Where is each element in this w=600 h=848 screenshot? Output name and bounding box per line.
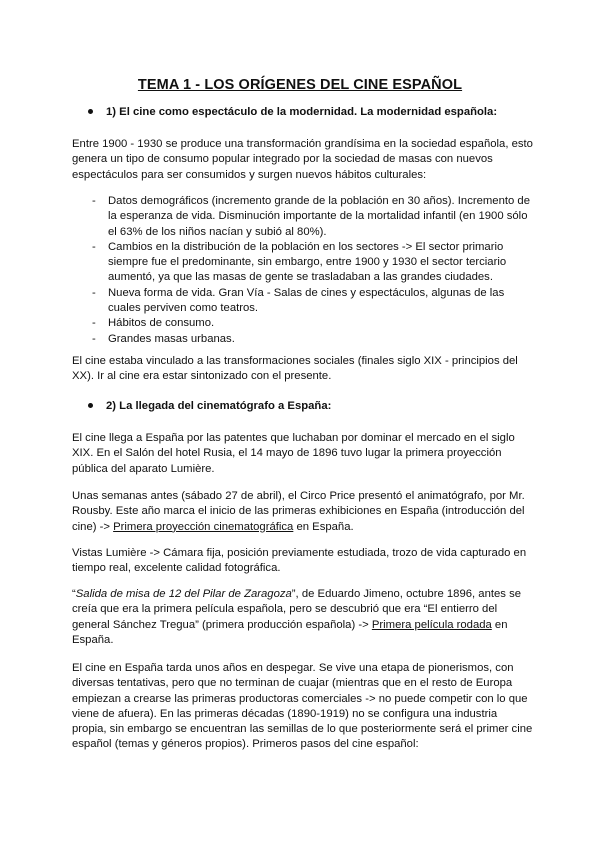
section-2-heading [88, 400, 331, 412]
list-item: - Cambios en la distribución de la población en los sectores -> El sector primario siempre fue el predominante, sin embargo, entre 1900 y 1930 el sector terciario aumentó, ya que las masas de gente se trasladaban a las grandes ciudades. [72, 240, 534, 286]
section-1-closing: El cine estaba vinculado a las transformaciones sociales (finales siglo XIX - principios del XX). Ir al cine era estar sintonizado con el presente. [72, 355, 518, 383]
text-run: en España. [293, 520, 354, 533]
section-2-paragraph-3: Vistas Lumière -> Cámara fija, posición previamente estudiada, trozo de vida capturado en tiempo real, excelente calidad fotográfica. [72, 547, 527, 575]
list-item: - Datos demográficos (incremento grande de la población en 30 años). Incremento de la esperanza de vida. Disminución importante de la mortalidad infantil (en 1900 sólo el 63% de los niños nacían y subió al 80%). [72, 194, 534, 240]
primera-pelicula-link: Primera película rodada [371, 618, 492, 631]
section-2-heading-text: 2) La llegada del cinematógrafo a España: [106, 400, 332, 412]
page-title: TEMA 1 - LOS ORÍGENES DEL CINE ESPAÑOL [137, 77, 463, 93]
section-2-paragraph-2 [72, 489, 534, 535]
text-run: “ [72, 588, 76, 600]
text-run: en España. [72, 618, 508, 646]
text-run: Unas semanas antes (sábado 27 de abril), el Circo Price presentó el animatógrafo, por Mr. Rousby. Este año marca el inicio de las primeras exhibiciones en España (introducción del cine) -> [72, 490, 525, 533]
section-1-heading [88, 106, 497, 118]
primera-proyeccion-link: Primera proyección cinematográfica [113, 520, 294, 533]
section-2-paragraph-1: El cine llega a España por las patentes que luchaban por dominar el mercado en el siglo XIX. En el Salón del hotel Rusia, el 14 mayo de 1896 tuvo lugar la primera proyección pública del aparato Lumière. [72, 432, 515, 475]
section-1-intro: Entre 1900 - 1930 se produce una transformación grandísima en la sociedad española, esto genera un tipo de consumo popular integrado por la sociedad de masas con nuevos espectáculos para ser consumidos y surgen nuevos hábitos culturales: [72, 138, 533, 181]
bullet-dot-icon [88, 403, 93, 408]
film-title: Salida de misa de 12 del Pilar de Zaragoza [75, 588, 292, 600]
section-1-heading-text: 1) El cine como espectáculo de la modernidad. La modernidad española: [106, 106, 498, 118]
bullet-dot-icon [88, 109, 93, 114]
section-2-paragraph-4 [72, 587, 534, 648]
section-1-list [72, 194, 534, 347]
list-item: - Nueva forma de vida. Gran Vía - Salas de cines y espectáculos, algunas de las cuales perviven como teatros. [72, 286, 534, 317]
list-item: - Grandes masas urbanas. [72, 332, 534, 347]
list-item: - Hábitos de consumo. [72, 316, 534, 331]
section-2-paragraph-5: El cine en España tarda unos años en despegar. Se vive una etapa de pionerismos, con diversas tentativas, pero que no terminan de cuajar (mientras que en el resto de Europa empiezan a crearse las primeras productoras comerciales -> no puede competir con lo que viene de afuera). En las primeras décadas (1890-1919) no se configura una industria propia, sin embargo se encuentran las semillas de lo que posteriormente será el primer cine español (temas y géneros propios). Primeros pasos del cine español: [72, 662, 533, 751]
text-run: ”, de Eduardo Jimeno, octubre 1896, antes se creía que era la primera película española, pero se descubrió que era “El entierro del general Sánchez Tregua” (primera producción española) -> [72, 588, 522, 631]
